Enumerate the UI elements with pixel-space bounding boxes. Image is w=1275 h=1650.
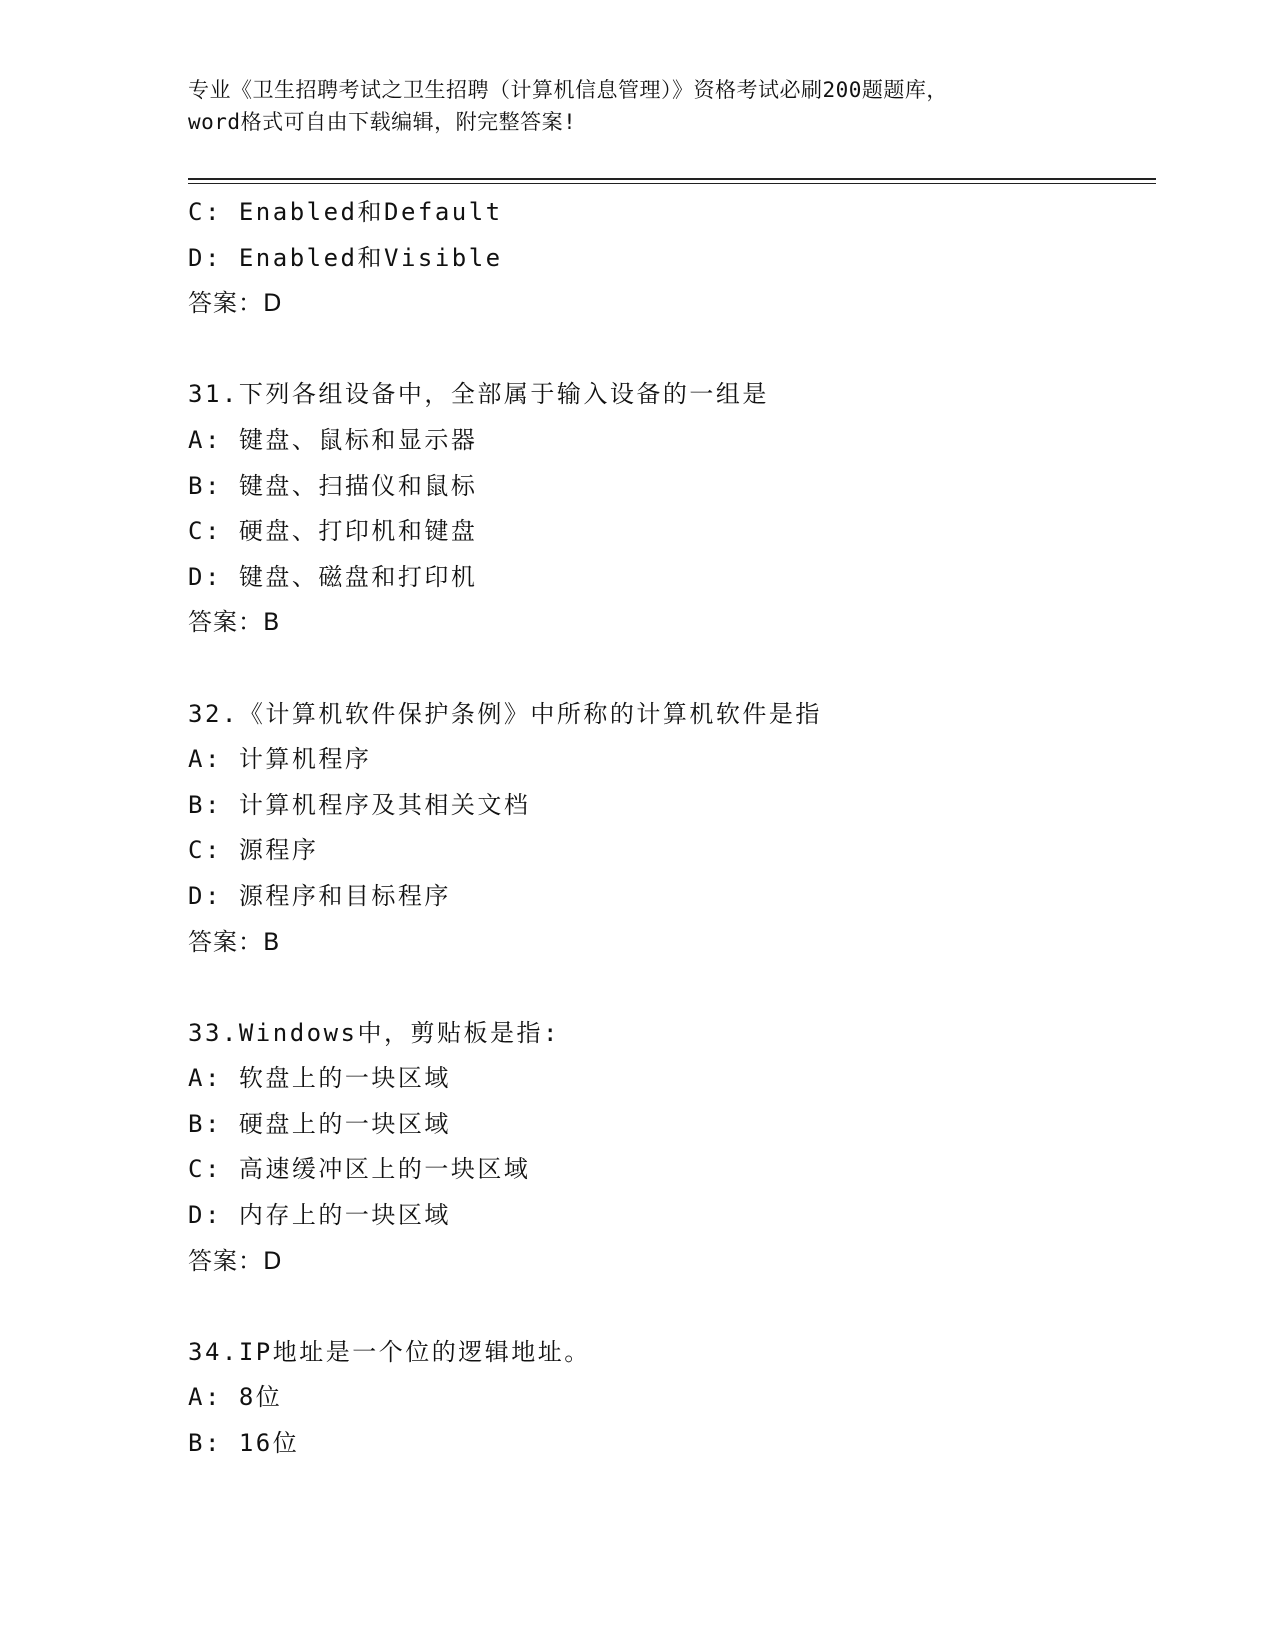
question-list: [188, 190, 1148, 1467]
question-34: 34.IP地址是一个位的逻辑地址。: [188, 1337, 591, 1366]
option-d: D: 内存上的一块区域: [188, 1201, 451, 1230]
spacer: [188, 646, 1148, 692]
option-b: B: 硬盘上的一块区域: [188, 1109, 451, 1138]
option-d: D: Enabled和Visible: [188, 243, 503, 272]
option-b: B: 计算机程序及其相关文档: [188, 790, 531, 819]
option-b: B: 键盘、扫描仪和鼠标: [188, 471, 478, 500]
header-title-line-1: 专业《卫生招聘考试之卫生招聘（计算机信息管理）》资格考试必刷200题题库，: [188, 78, 948, 102]
option-c: C: 硬盘、打印机和键盘: [188, 517, 478, 546]
answer-label: 答案：D: [188, 1246, 283, 1275]
option-c: C: Enabled和Default: [188, 198, 503, 226]
header-divider-thick: [188, 178, 1156, 180]
option-a: A: 键盘、鼠标和显示器: [188, 425, 478, 454]
document-header: [188, 74, 1088, 138]
option-c: C: 源程序: [188, 836, 319, 865]
question-33: 33.Windows中，剪贴板是指:: [188, 1018, 560, 1047]
option-a: A: 计算机程序: [188, 745, 372, 774]
answer-label: 答案：D: [188, 289, 283, 318]
answer-label: 答案：B: [188, 927, 281, 956]
option-a: A: 8位: [188, 1383, 283, 1412]
header-divider-thin: [188, 183, 1156, 184]
spacer: [188, 965, 1148, 1011]
question-31: 31.下列各组设备中，全部属于输入设备的一组是: [188, 380, 769, 409]
option-d: D: 源程序和目标程序: [188, 881, 451, 910]
answer-label: 答案：B: [188, 608, 281, 637]
option-d: D: 键盘、磁盘和打印机: [188, 562, 478, 591]
question-32: 32.《计算机软件保护条例》中所称的计算机软件是指: [188, 699, 822, 728]
option-b: B: 16位: [188, 1429, 300, 1458]
spacer: [188, 327, 1148, 373]
spacer: [188, 1284, 1148, 1330]
header-title-line-2: word格式可自由下载编辑，附完整答案!: [188, 110, 577, 134]
option-c: C: 高速缓冲区上的一块区域: [188, 1155, 531, 1184]
option-a: A: 软盘上的一块区域: [188, 1064, 451, 1093]
